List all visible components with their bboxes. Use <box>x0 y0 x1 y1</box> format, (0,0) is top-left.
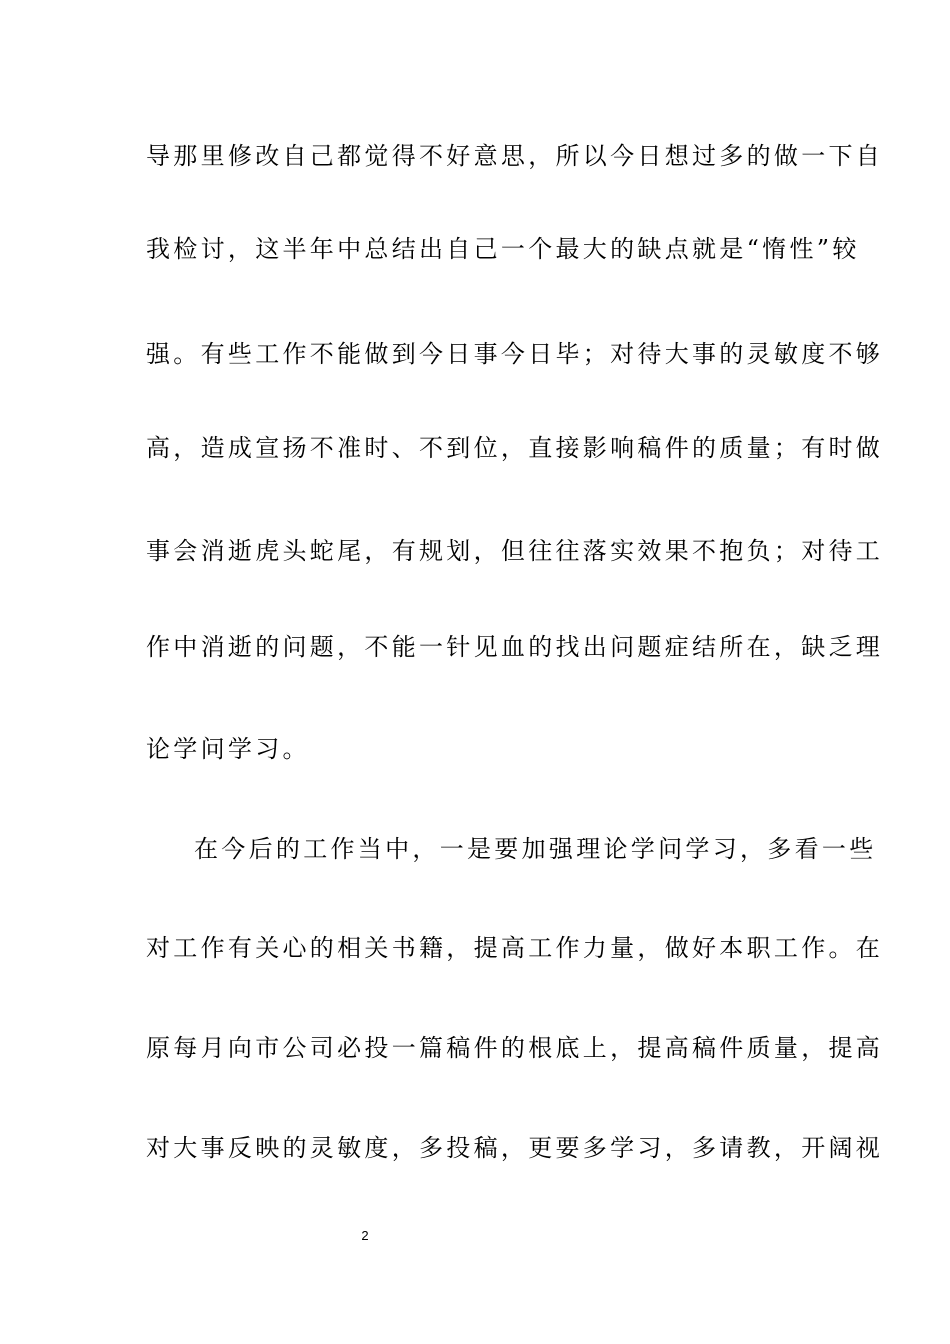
paragraph-1-line-1: 导那里修改自己都觉得不好意思，所以今日想过多的做一下自 <box>146 142 884 170</box>
paragraph-2-line-1: 在今后的工作当中，一是要加强理论学问学习，多看一些 <box>194 835 877 863</box>
paragraph-1-line-7: 论学问学习。 <box>146 735 310 763</box>
paragraph-2-line-2: 对工作有关心的相关书籍，提高工作力量，做好本职工作。在 <box>146 934 884 962</box>
paragraph-2-line-4: 对大事反映的灵敏度，多投稿，更要多学习，多请教，开阔视 <box>146 1134 884 1162</box>
paragraph-1-line-3: 强。有些工作不能做到今日事今日毕；对待大事的灵敏度不够 <box>146 340 884 368</box>
paragraph-1-line-6: 作中消逝的问题，不能一针见血的找出问题症结所在，缺乏理 <box>146 633 884 661</box>
paragraph-1-line-5: 事会消逝虎头蛇尾，有规划，但往往落实效果不抱负；对待工 <box>146 537 884 565</box>
paragraph-1-line-2: 我检讨，这半年中总结出自己一个最大的缺点就是“惰性”较 <box>146 235 860 263</box>
paragraph-2-line-3: 原每月向市公司必投一篇稿件的根底上，提高稿件质量，提高 <box>146 1034 884 1062</box>
page-number: 2 <box>361 1228 369 1243</box>
paragraph-1-line-4: 高，造成宣扬不准时、不到位，直接影响稿件的质量；有时做 <box>146 434 884 462</box>
